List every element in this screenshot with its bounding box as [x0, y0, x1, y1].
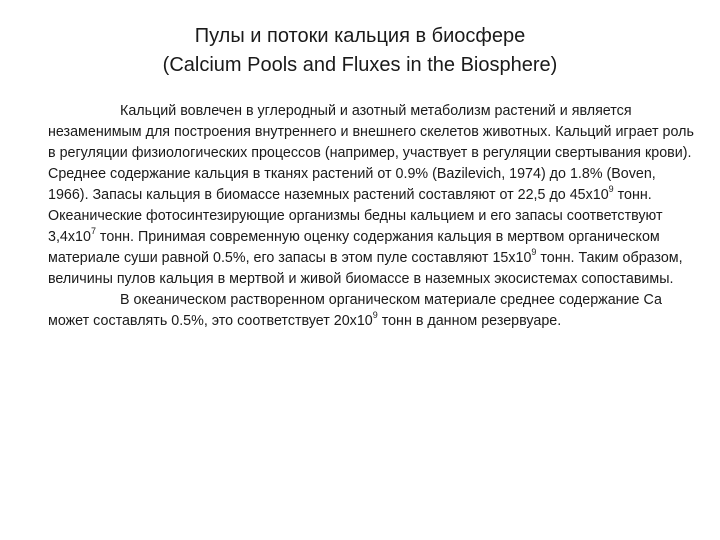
p1-exponent-1: 9 [608, 184, 614, 195]
p1-text-4: тонн. Таким образом, величины пулов кальция в мертвой и живой биомассе в наземных экосистемах сопоставимы. [48, 250, 683, 287]
p2-exponent-1: 9 [372, 310, 378, 321]
title-line-russian: Пулы и потоки кальция в биосфере [194, 25, 526, 47]
slide-title [0, 22, 720, 80]
p1-text-1: Кальций вовлечен в углеродный и азотный метаболизм растений и является незаменимым для построения внутреннего и внешнего скелетов животных. Кальций играет роль в регуляции физиологических процессов (например, участвует в регуляции свертывания крови). Среднее содержание кальция в тканях растений от 0.9% (Bazilevich, 1974) до 1.8% (Boven, 1966). Запасы кальция в биомассе наземных растений составляют от 22,5 до 45x10 [48, 103, 694, 203]
p2-text-2: тонн в данном резервуаре. [377, 313, 562, 329]
p2-text-1: В океаническом растворенном органическом материале среднее содержание Са может составлять 0.5%, это соответствует 20x10 [48, 292, 662, 329]
paragraph-2 [48, 290, 696, 332]
p1-exponent-3: 9 [531, 247, 537, 258]
paragraph-1 [48, 101, 696, 290]
p1-text-2: тонн. Океанические фотосинтезирующие организмы бедны кальцием и его запасы соответствуют 3,4x10 [48, 187, 663, 245]
p1-exponent-2: 7 [90, 226, 96, 237]
title-line-english: (Calcium Pools and Fluxes in the Biosphere) [162, 54, 558, 76]
slide-body [48, 101, 696, 332]
p1-text-3: тонн. Принимая современную оценку содержания кальция в мертвом органическом материале суши равной 0.5%, его запасы в этом пуле составляют 15x10 [48, 229, 660, 266]
